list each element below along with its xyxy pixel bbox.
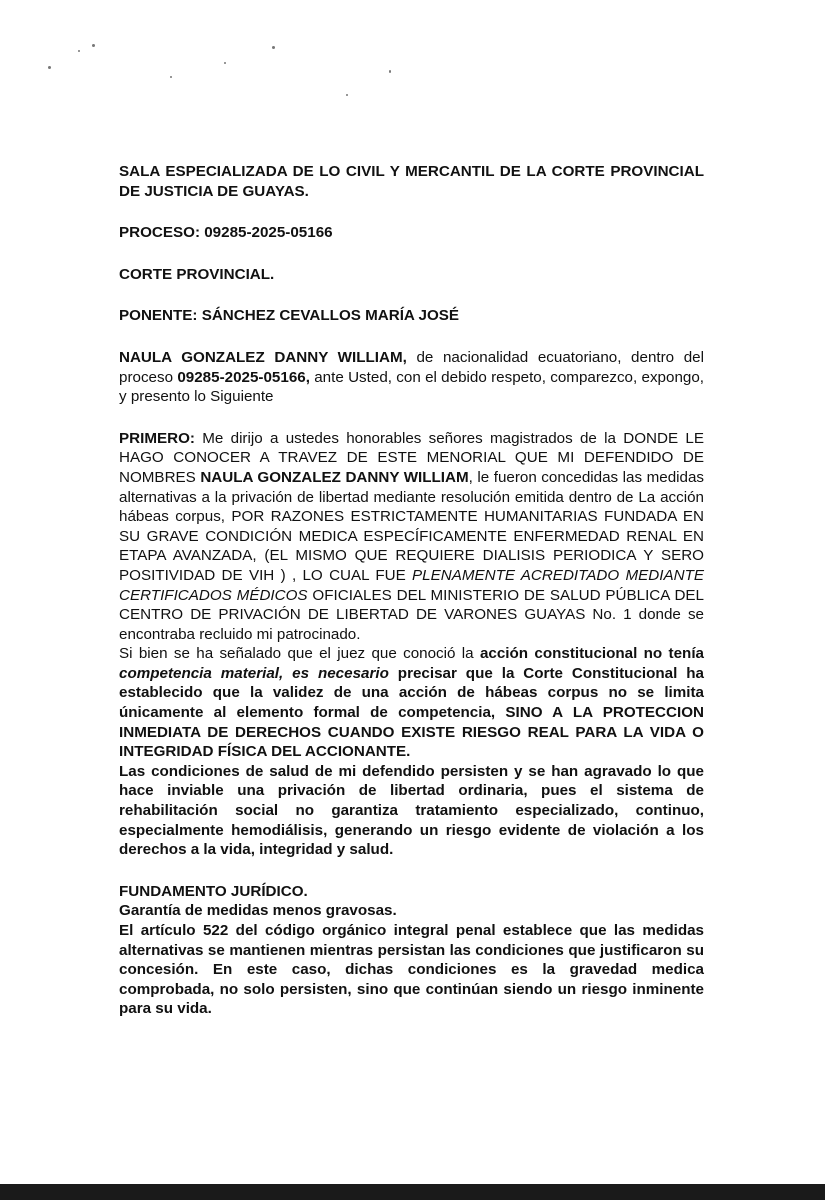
scan-speck bbox=[92, 44, 95, 47]
condiciones-paragraph: Las condiciones de salud de mi defendido persisten y se han agravado lo que hace inviable una privación de libertad ordinaria, pues el sistema de rehabilitación social no garantiza tratamiento especializado, continuo, especialmente hemodiálisis, generando un riesgo evidente de violación a los derechos a la vida, integridad y salud. bbox=[119, 762, 704, 859]
intro-paragraph bbox=[119, 348, 704, 407]
speaker: PONENTE: SÁNCHEZ CEVALLOS MARÍA JOSÉ bbox=[119, 307, 460, 325]
primero-name: NAULA GONZALEZ DANNY WILLIAM bbox=[200, 468, 469, 486]
scan-speck bbox=[224, 62, 226, 64]
si-bien-paragraph bbox=[119, 644, 704, 762]
primero-italic: PLENAMENTE ACREDITADO MEDIANTE CERTIFICADOS MÉDICOS bbox=[119, 566, 704, 604]
si-bien-text-1: Si bien se ha señalado que el juez que conoció la bbox=[119, 645, 480, 663]
primero-text-2: , le fueron concedidas las medidas alternativas a la privación de libertad mediante resolución emitida dentro de La acción hábeas corpus, POR RAZONES ESTRICTAMENTE HUMANITARIAS FUNDADA EN SU GRAVE CONDICIÓN MEDICA ESPECÍFICAMENTE ENFERMEDAD RENAL EN ETAPA AVANZADA, (EL MISMO QUE REQUIERE DIALISIS PERIODICA Y SERO POSITIVIDAD DE VIH ) , LO CUAL FUE bbox=[119, 468, 704, 584]
scan-bottom-edge bbox=[0, 1184, 825, 1200]
scan-speck bbox=[48, 66, 51, 69]
scan-speck bbox=[346, 94, 348, 96]
process-number: PROCESO: 09285-2025-05166 bbox=[119, 224, 333, 242]
si-bien-bold-1: acción constitucional no tenía bbox=[479, 645, 704, 663]
primero-paragraph bbox=[119, 429, 704, 645]
intro-text-1: de nacionalidad ecuatoriano, dentro del proceso bbox=[119, 348, 704, 386]
document-body bbox=[119, 162, 704, 1019]
scan-speck bbox=[389, 70, 391, 73]
scan-speck bbox=[272, 46, 275, 49]
intro-process-no: 09285-2025-05166, bbox=[177, 368, 310, 386]
primero-text-3: OFICIALES DEL MINISTERIO DE SALUD PÚBLICA DEL CENTRO DE PRIVACIÓN DE LIBERTAD DE VARONES GUAYAS No. 1 donde se encontraba recluido mi patrocinado. bbox=[119, 586, 704, 643]
fundamento-text: El artículo 522 del código orgánico integral penal establece que las medidas alternativas se mantienen mientras persistan las condiciones que justificaron su concesión. En este caso, dichas condiciones es la gravedad medica comprobada, no solo persisten, sino que continúan siendo un riesgo inminente para su vida. bbox=[119, 922, 704, 1018]
intro-text-2: ante Usted, con el debido respeto, comparezco, expongo, y presento lo Siguiente bbox=[119, 368, 704, 406]
court-heading: SALA ESPECIALIZADA DE LO CIVIL Y MERCANTIL DE LA CORTE PROVINCIAL DE JUSTICIA DE GUAYAS. bbox=[119, 163, 704, 200]
primero-label: PRIMERO: bbox=[119, 429, 195, 447]
court-level: CORTE PROVINCIAL. bbox=[119, 265, 275, 283]
primero-text-1: Me dirijo a ustedes honorables señores magistrados de la DONDE LE HAGO CONOCER A TRAVEZ DE ESTE MENORIAL QUE MI DEFENDIDO DE NOMBRES bbox=[119, 429, 704, 486]
si-bien-bold-2: precisar que la Corte Constitucional ha establecido que la validez de una acción de hábeas corpus no se limita únicamente al elemento formal de competencia, SINO A LA PROTECCION INMEDIATA DE DERECHOS CUANDO EXISTE RIESGO REAL PARA LA VIDA O INTEGRIDAD FÍSICA DEL ACCIONANTE. bbox=[119, 664, 704, 761]
fundamento-title: FUNDAMENTO JURÍDICO. bbox=[119, 882, 308, 900]
si-bien-bold-italic: competencia material, es necesario bbox=[119, 664, 389, 682]
fundamento-subtitle: Garantía de medidas menos gravosas. bbox=[119, 902, 397, 920]
intro-name: NAULA GONZALEZ DANNY WILLIAM, bbox=[119, 348, 407, 366]
scan-speck bbox=[170, 76, 172, 78]
scan-speck bbox=[78, 50, 80, 52]
